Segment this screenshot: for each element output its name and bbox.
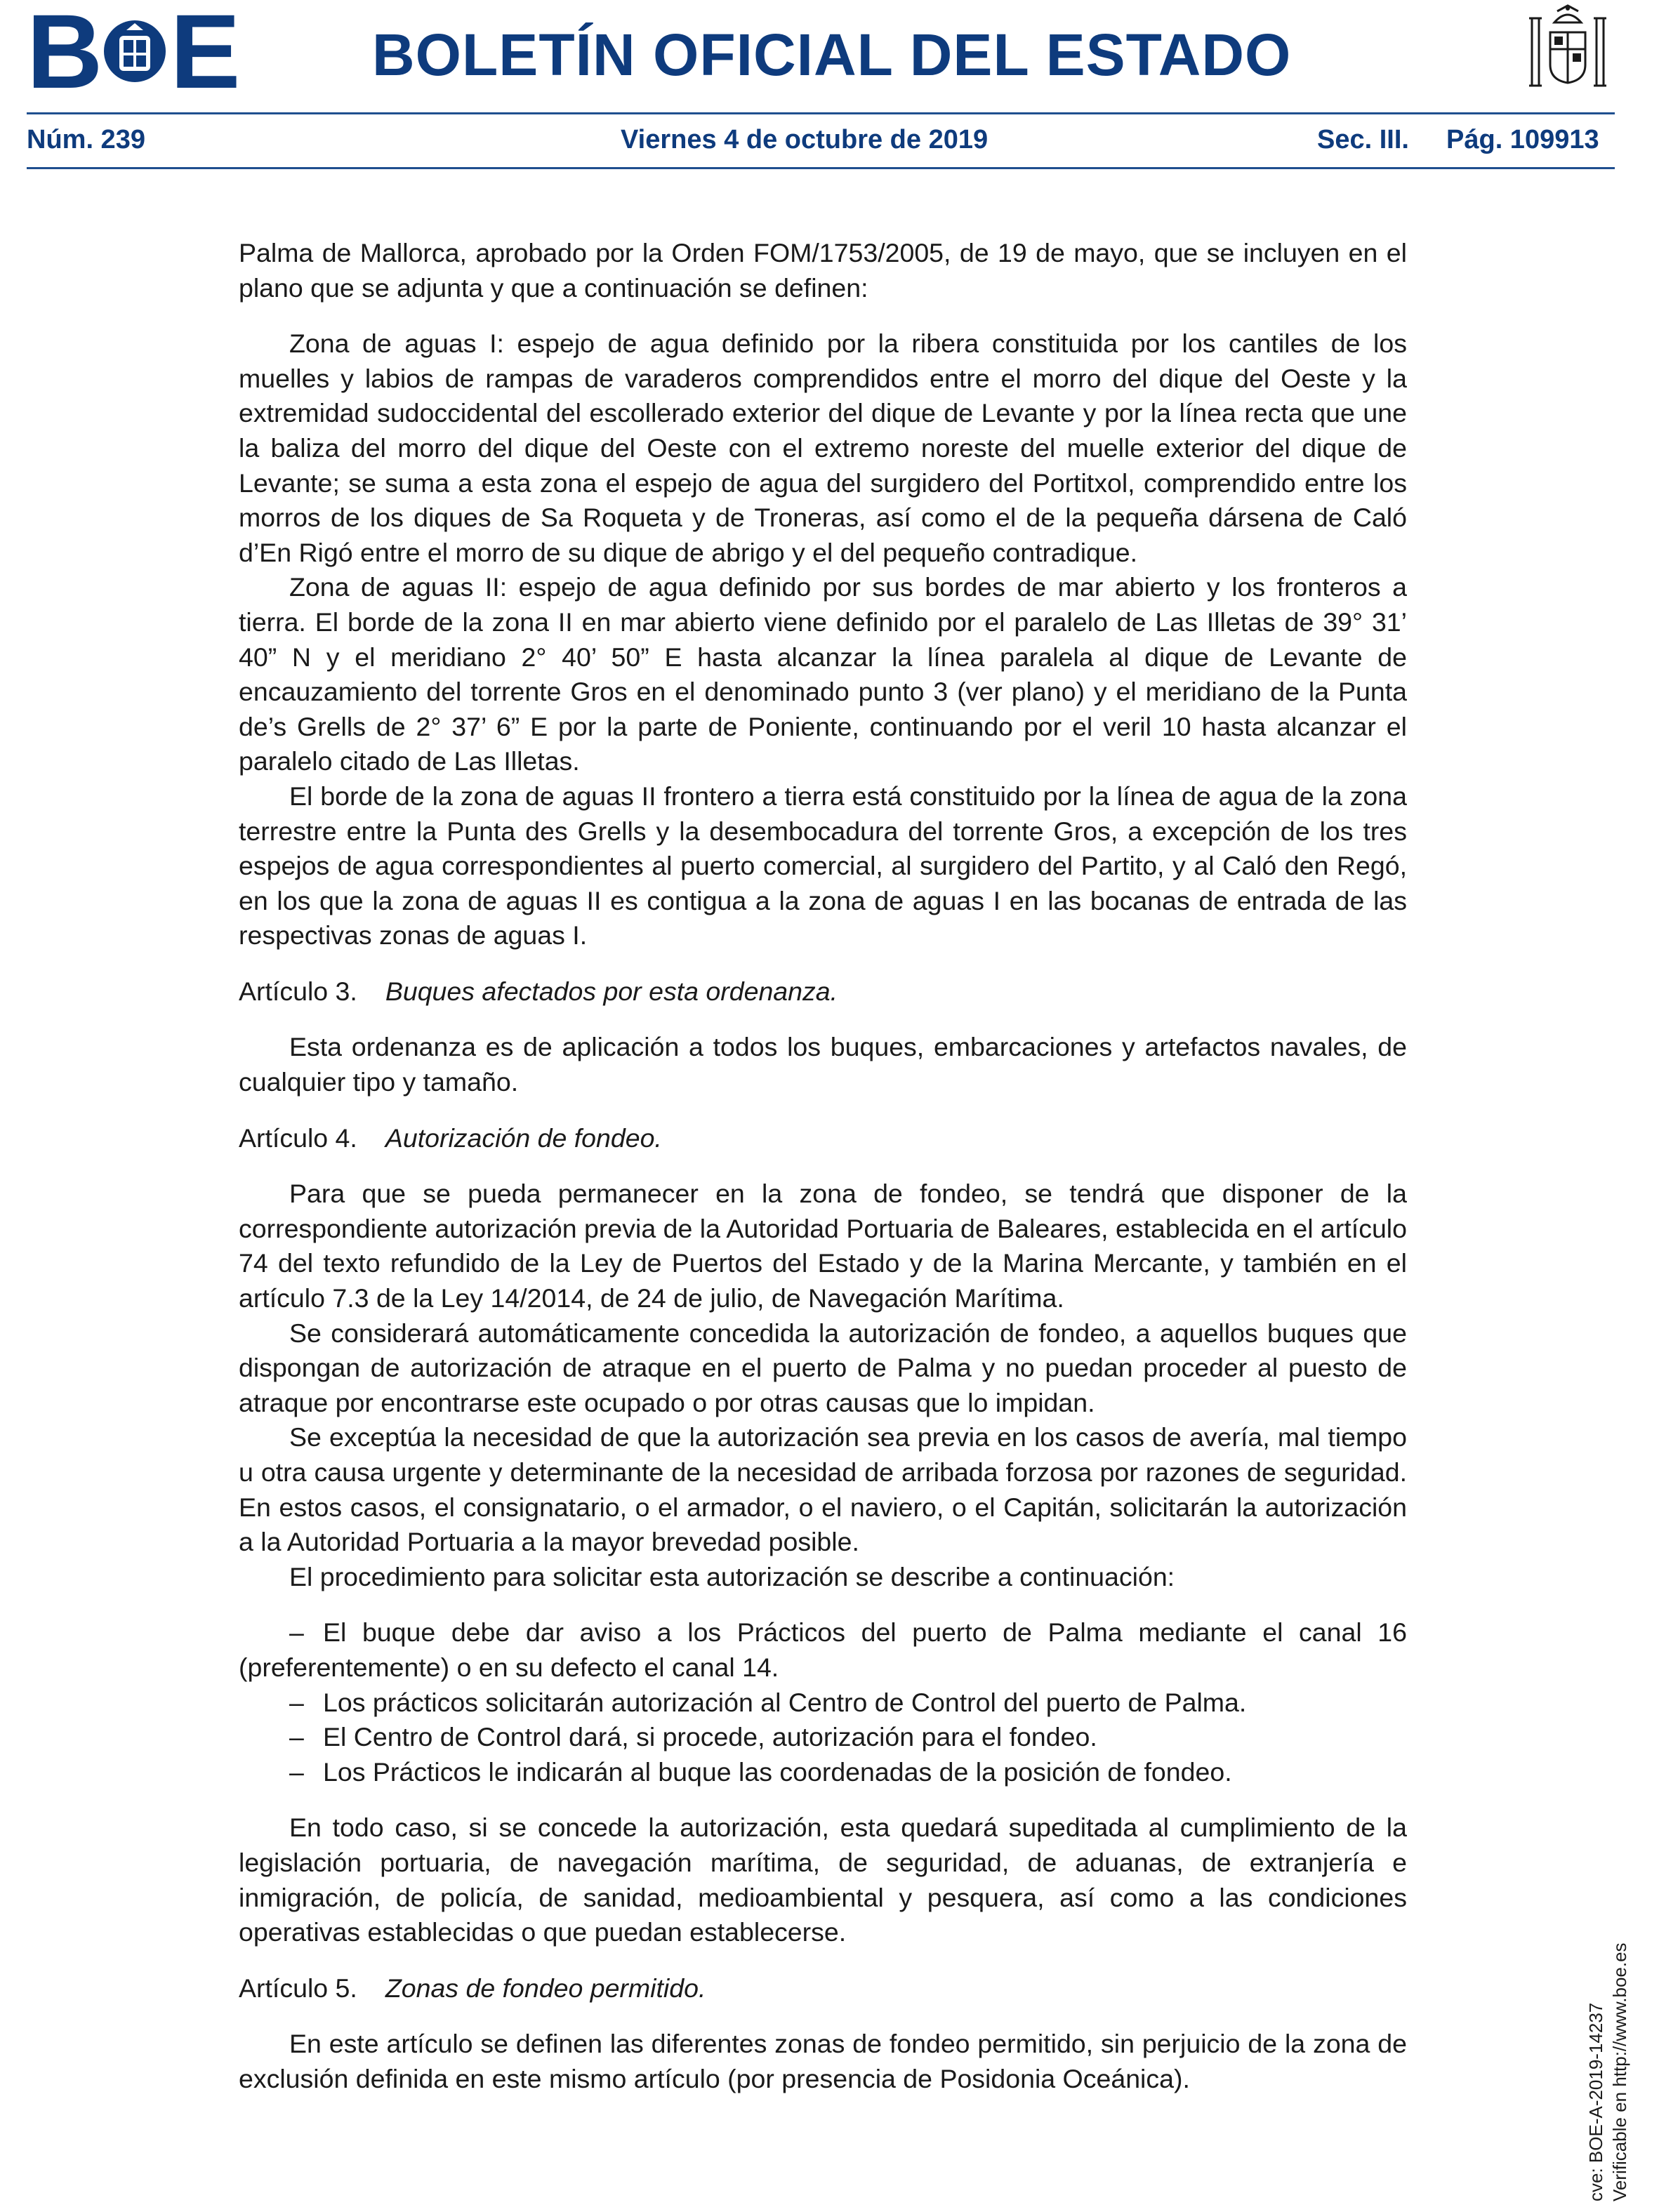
list-item xyxy=(239,1720,1407,1755)
cve-code: cve: BOE-A-2019-14237 xyxy=(1585,2002,1606,2201)
issue-number: Núm. 239 xyxy=(27,125,145,154)
header-rule-bottom xyxy=(27,167,1615,169)
article-heading xyxy=(239,974,1407,1009)
article-title: Autorización de fondeo. xyxy=(385,1122,662,1153)
paragraph: En todo caso, si se concede la autorización, esta quedará supeditada al cumplimiento de la legislación portuaria, de navegación marítima, de seguridad, de aduanas, de extranjería e inmigración, de policía, de sanidad, medioambiental y pesquera, así como a las condiciones operativas establecidas o que puedan establecerse. xyxy=(239,1813,1407,1947)
article-heading xyxy=(239,1971,1407,2006)
article-number: Artículo 4. xyxy=(239,1122,357,1153)
dash-bullet: – xyxy=(289,1687,304,1717)
article-number: Artículo 3. xyxy=(239,976,357,1006)
paragraph: Esta ordenanza es de aplicación a todos los buques, embarcaciones y artefactos navales, de cualquier tipo y tamaño. xyxy=(239,1032,1407,1097)
article-heading xyxy=(239,1121,1407,1156)
logo-letter-b: B xyxy=(27,0,100,110)
verification-link[interactable]: Verificable en http://www.boe.es xyxy=(1609,1942,1630,2201)
page-number: Pág. 109913 xyxy=(1446,125,1599,154)
list-item xyxy=(239,1615,1407,1685)
paragraph: Se considerará automáticamente concedida la autorización de fondeo, a aquellos buques que dispongan de autorización de atraque en el puerto de Palma y no puedan proceder al puesto de atraque por encontrarse este ocupado o por otras causas que lo impidan. xyxy=(239,1318,1407,1417)
paragraph: Zona de aguas II: espejo de agua definido por sus bordes de mar abierto y los fronteros a tierra. El borde de la zona II en mar abierto viene definido por el paralelo de Las Illetas de 39° 31’ 40” N y el meridiano 2° 40’ 50” E hasta alcanzar la línea paralela al dique de Levante de encauzamiento del torrente Gros en el denominado punto 3 (ver plano) y el meridiano de la Punta de’s Grells de 2° 37’ 6” E por la parte de Poniente, continuando por el veril 10 hasta alcanzar el paralelo citado de Las Illetas. xyxy=(239,572,1407,776)
royal-crest-icon xyxy=(1522,4,1613,94)
list-item xyxy=(239,1755,1407,1790)
list-item-text: El buque debe dar aviso a los Prácticos del puerto de Palma mediante el canal 16 (preferentemente) o en su defecto el canal 14. xyxy=(239,1617,1407,1682)
list-item xyxy=(239,1686,1407,1721)
article-number: Artículo 5. xyxy=(239,1973,357,2003)
document-body xyxy=(239,236,1407,2097)
verification-note xyxy=(1584,1942,1632,2201)
dash-bullet: – xyxy=(289,1722,304,1752)
section-label: Sec. III. xyxy=(1317,125,1409,154)
article-title: Zonas de fondeo permitido. xyxy=(385,1973,706,2003)
article-title: Buques afectados por esta ordenanza. xyxy=(385,976,838,1006)
list-item-text: Los Prácticos le indicarán al buque las coordenadas de la posición de fondeo. xyxy=(323,1756,1232,1787)
boe-logo xyxy=(27,0,238,110)
list-item-text: Los prácticos solicitarán autorización al Centro de Control del puerto de Palma. xyxy=(323,1687,1247,1717)
paragraph: Zona de aguas I: espejo de agua definido por la ribera constituida por los cantiles de los muelles y labios de rampas de varaderos comprendidos entre el morro del dique del Oeste y la extremidad sudoccidental del escollerado exterior del dique de Levante y por la línea recta que une la baliza del morro del dique del Oeste con el extremo noreste del muelle exterior del dique de Levante; se suma a esta zona el espejo de agua del surgidero del Portitxol, comprendido entre los morros de los diques de Sa Roqueta y de Troneras, así como el de la pequeña dársena de Caló d’En Rigó entre el morro de su dique de abrigo y el del pequeño contradique. xyxy=(239,329,1407,567)
list-item-text: El Centro de Control dará, si procede, autorización para el fondeo. xyxy=(323,1722,1097,1752)
coat-of-arms-icon xyxy=(103,15,167,88)
header-rule-top xyxy=(27,112,1615,114)
paragraph: Se exceptúa la necesidad de que la autorización sea previa en los casos de avería, mal tiempo u otra causa urgente y determinante de la necesidad de arribada forzosa por razones de seguridad. En estos casos, el consignatario, o el armador, o el naviero, o el Capitán, solicitarán la autorización a la Autoridad Portuaria a la mayor brevedad posible. xyxy=(239,1422,1407,1557)
paragraph: El procedimiento para solicitar esta autorización se describe a continuación: xyxy=(289,1561,1175,1591)
logo-letter-e: E xyxy=(170,0,238,110)
dash-bullet: – xyxy=(289,1756,304,1787)
paragraph: Palma de Mallorca, aprobado por la Orden FOM/1753/2005, de 19 de mayo, que se incluyen en el plano que se adjunta y que a continuación se definen: xyxy=(239,238,1407,303)
paragraph: El borde de la zona de aguas II frontero a tierra está constituido por la línea de agua de la zona terrestre entre la Punta des Grells y la desembocadura del torrente Gros, a excepción de los tres espejos de agua correspondientes al puerto comercial, al surgidero del Partito, y al Caló den Regó, en los que la zona de aguas II es contigua a la zona de aguas I en las bocanas de entrada de las respectivas zonas de aguas I. xyxy=(239,781,1407,951)
masthead-title: BOLETÍN OFICIAL DEL ESTADO xyxy=(372,22,1292,88)
dash-bullet: – xyxy=(289,1617,304,1648)
issue-date: Viernes 4 de octubre de 2019 xyxy=(621,125,989,154)
paragraph: En este artículo se definen las diferentes zonas de fondeo permitido, sin perjuicio de la zona de exclusión definida en este mismo artículo (por presencia de Posidonia Oceánica). xyxy=(239,2029,1407,2093)
paragraph: Para que se pueda permanecer en la zona de fondeo, se tendrá que disponer de la correspondiente autorización previa de la Autoridad Portuaria de Baleares, establecida en el artículo 74 del texto refundido de la Ley de Puertos del Estado y de la Marina Mercante, y también en el artículo 7.3 de la Ley 14/2014, de 24 de julio, de Navegación Marítima. xyxy=(239,1179,1407,1313)
